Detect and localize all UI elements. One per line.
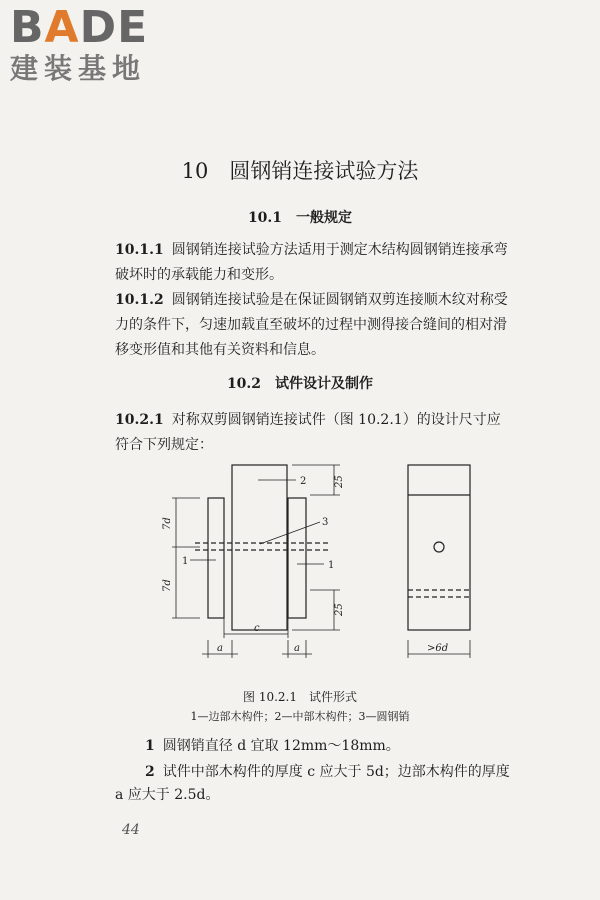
clause-10-1-2: 10.1.2 圆钢销连接试验是在保证圆钢销双剪连接顺木纹对称受 力的条件下，匀速加载直至破坏的过程中测得接合缝间的相对滑 移变形值和其他有关资料和信息。 [115,292,508,358]
clause-number: 10.2.1 [115,412,164,428]
chapter-title: 10 圆钢销连接试验方法 [181,159,419,183]
list-item-2: 2 试件中部木构件的厚度 c 应大于 5d；边部木构件的厚度 a 应大于 2.5d。 [115,764,510,803]
middle-member [232,465,287,630]
page-number: 44 [122,822,140,838]
clause-10-2-1: 10.2.1 对称双剪圆钢销连接试件（图 10.2.1）的设计尺寸应 符合下列规定： [115,412,501,453]
dim-25-top: 25 [334,475,345,488]
callout-3: 3 [322,517,329,528]
list-item-1: 1 圆钢销直径 d 宜取 12mm～18mm。 [145,738,400,754]
dim-c: c [254,623,260,634]
dowel-hole [434,542,444,552]
figure-legend: 1—边部木构件；2—中部木构件；3—圆钢销 [190,710,410,723]
section-title-specimen: 10.2 试件设计及制作 [226,376,374,392]
clause-number: 10.1.1 [115,242,164,258]
list-number: 2 [145,764,155,780]
section-title-general: 10.1 一般规定 [247,210,353,226]
callout-2: 2 [300,476,307,487]
dim-6d: >6d [427,643,449,654]
dim-7d-bottom: 7d [162,579,173,592]
list-number: 1 [145,738,155,754]
dim-a-left: a [217,643,223,654]
side-view-member [408,465,470,630]
specimen-figure [160,460,480,665]
logo [10,4,180,86]
callout-1-right: 1 [328,560,335,571]
callout-1-left: 1 [182,556,189,567]
figure-caption: 图 10.2.1 试件形式 [243,690,357,704]
clause-number: 10.1.2 [115,292,164,308]
clause-10-1-1: 10.1.1 圆钢销连接试验方法适用于测定木结构圆钢销连接承弯 破坏时的承载能力和变形。 [115,242,508,283]
dim-7d-top: 7d [162,517,173,530]
dim-a-right: a [294,643,300,654]
logo-wordmark: BADE [10,2,149,53]
dim-25-bottom: 25 [334,603,345,616]
side-member-left [208,498,224,618]
side-member-right [288,498,306,618]
logo-subtitle: 建装基地 [10,52,147,85]
